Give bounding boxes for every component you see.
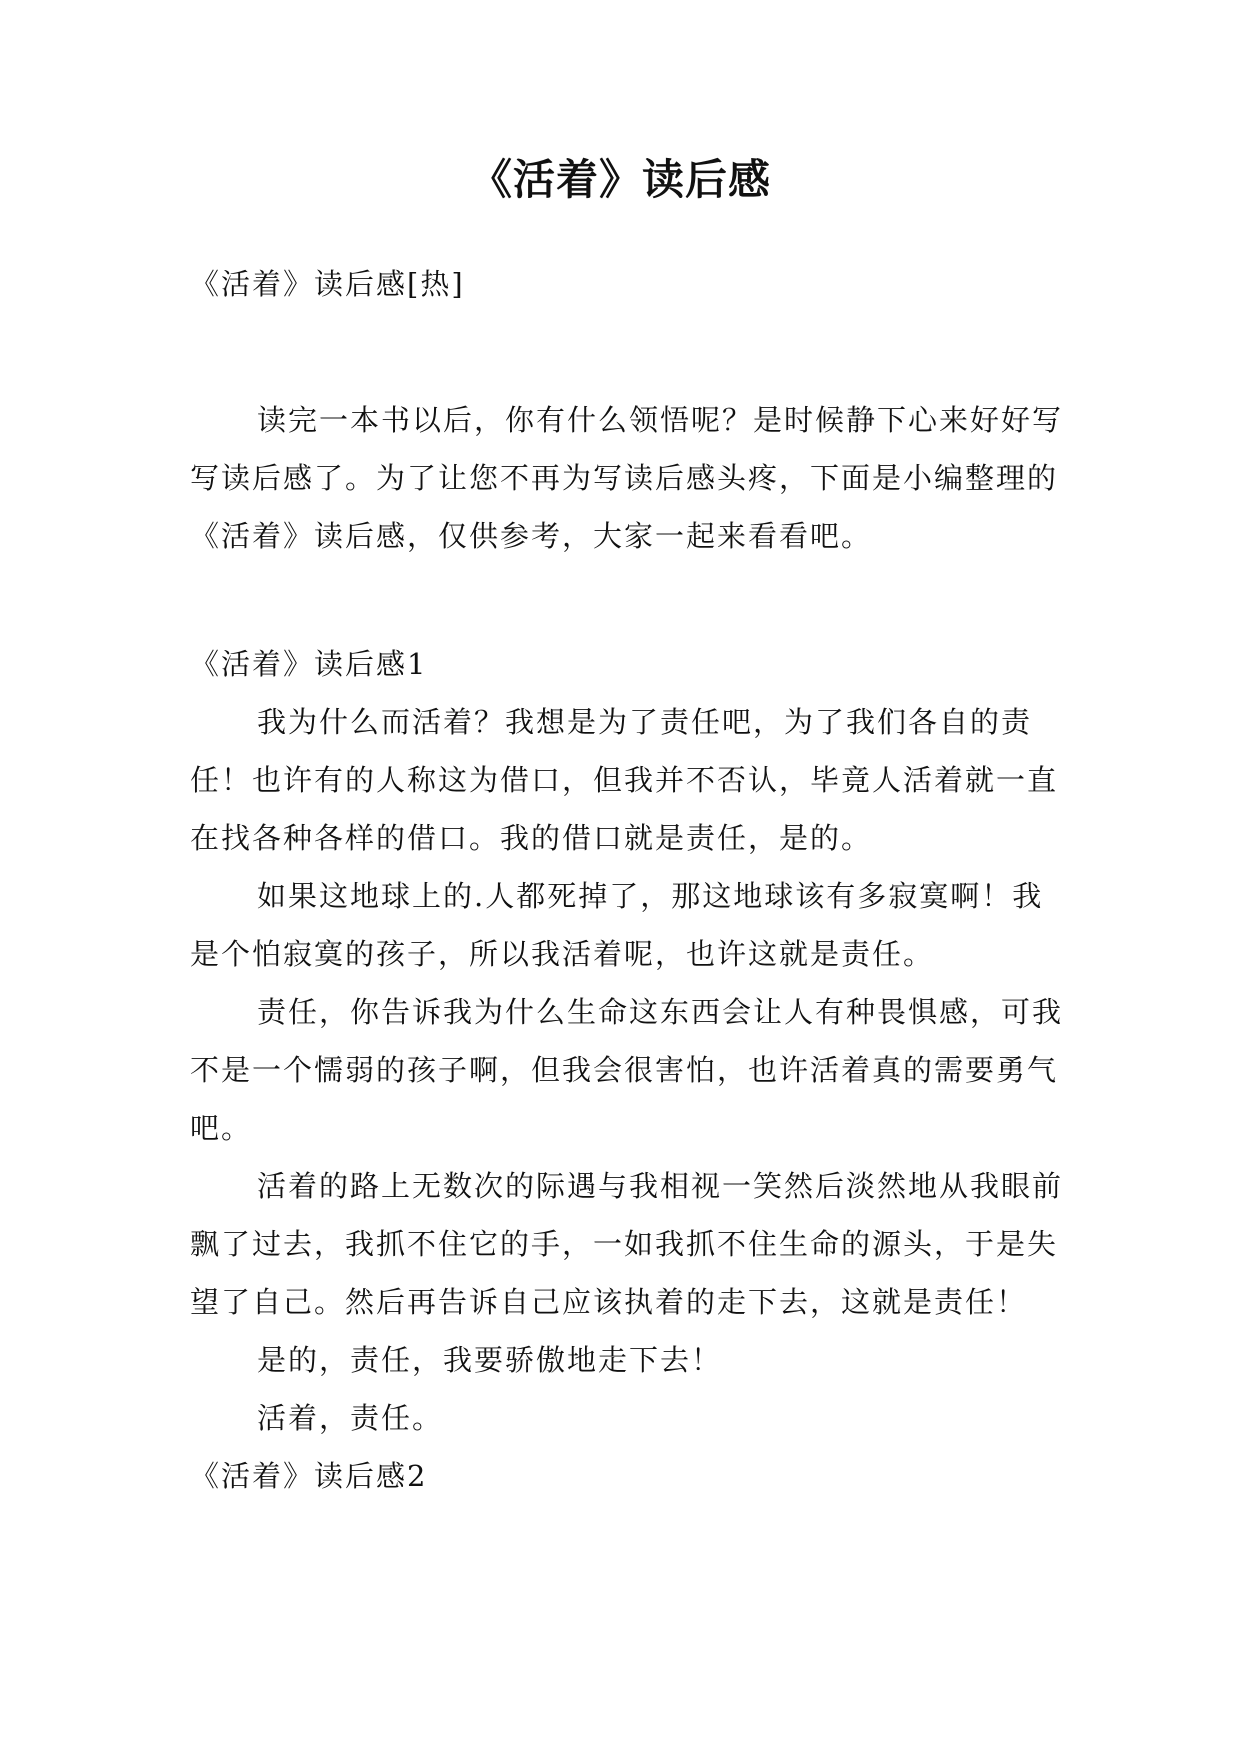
- section-1-paragraph-4: 活着的路上无数次的际遇与我相视一笑然后淡然地从我眼前飘了过去，我抓不住它的手，一如我抓不住生命的源头，于是失望了自己。然后再告诉自己应该执着的走下去，这就是责任！: [190, 1169, 1064, 1319]
- document-subtitle: 《活着》读后感[热]: [190, 267, 465, 301]
- intro-paragraph: 读完一本书以后，你有什么领悟呢？是时候静下心来好好写写读后感了。为了让您不再为写读后感头疼，下面是小编整理的《活着》读后感，仅供参考，大家一起来看看吧。: [190, 403, 1064, 553]
- section-heading-1: 《活着》读后感1: [190, 647, 428, 681]
- document-body: [190, 255, 1070, 1505]
- document-title: 《活着》读后感: [469, 155, 771, 204]
- section-1-paragraph-3: 责任，你告诉我为什么生命这东西会让人有种畏惧感，可我不是一个懦弱的孩子啊，但我会很害怕，也许活着真的需要勇气吧。: [190, 995, 1064, 1145]
- spacer: [190, 565, 1070, 635]
- spacer: [190, 313, 1070, 391]
- section-1-paragraph-2: 如果这地球上的.人都死掉了，那这地球该有多寂寞啊！我是个怕寂寞的孩子，所以我活着呢，也许这就是责任。: [190, 879, 1044, 971]
- section-1-paragraph-5: 是的，责任，我要骄傲地走下去！: [257, 1343, 723, 1377]
- section-heading-2: 《活着》读后感2: [190, 1459, 428, 1493]
- section-1-paragraph-1: 我为什么而活着？我想是为了责任吧，为了我们各自的责任！也许有的人称这为借口，但我并不否认，毕竟人活着就一直在找各种各样的借口。我的借口就是责任，是的。: [190, 705, 1059, 855]
- section-1-paragraph-6: 活着，责任。: [257, 1401, 444, 1435]
